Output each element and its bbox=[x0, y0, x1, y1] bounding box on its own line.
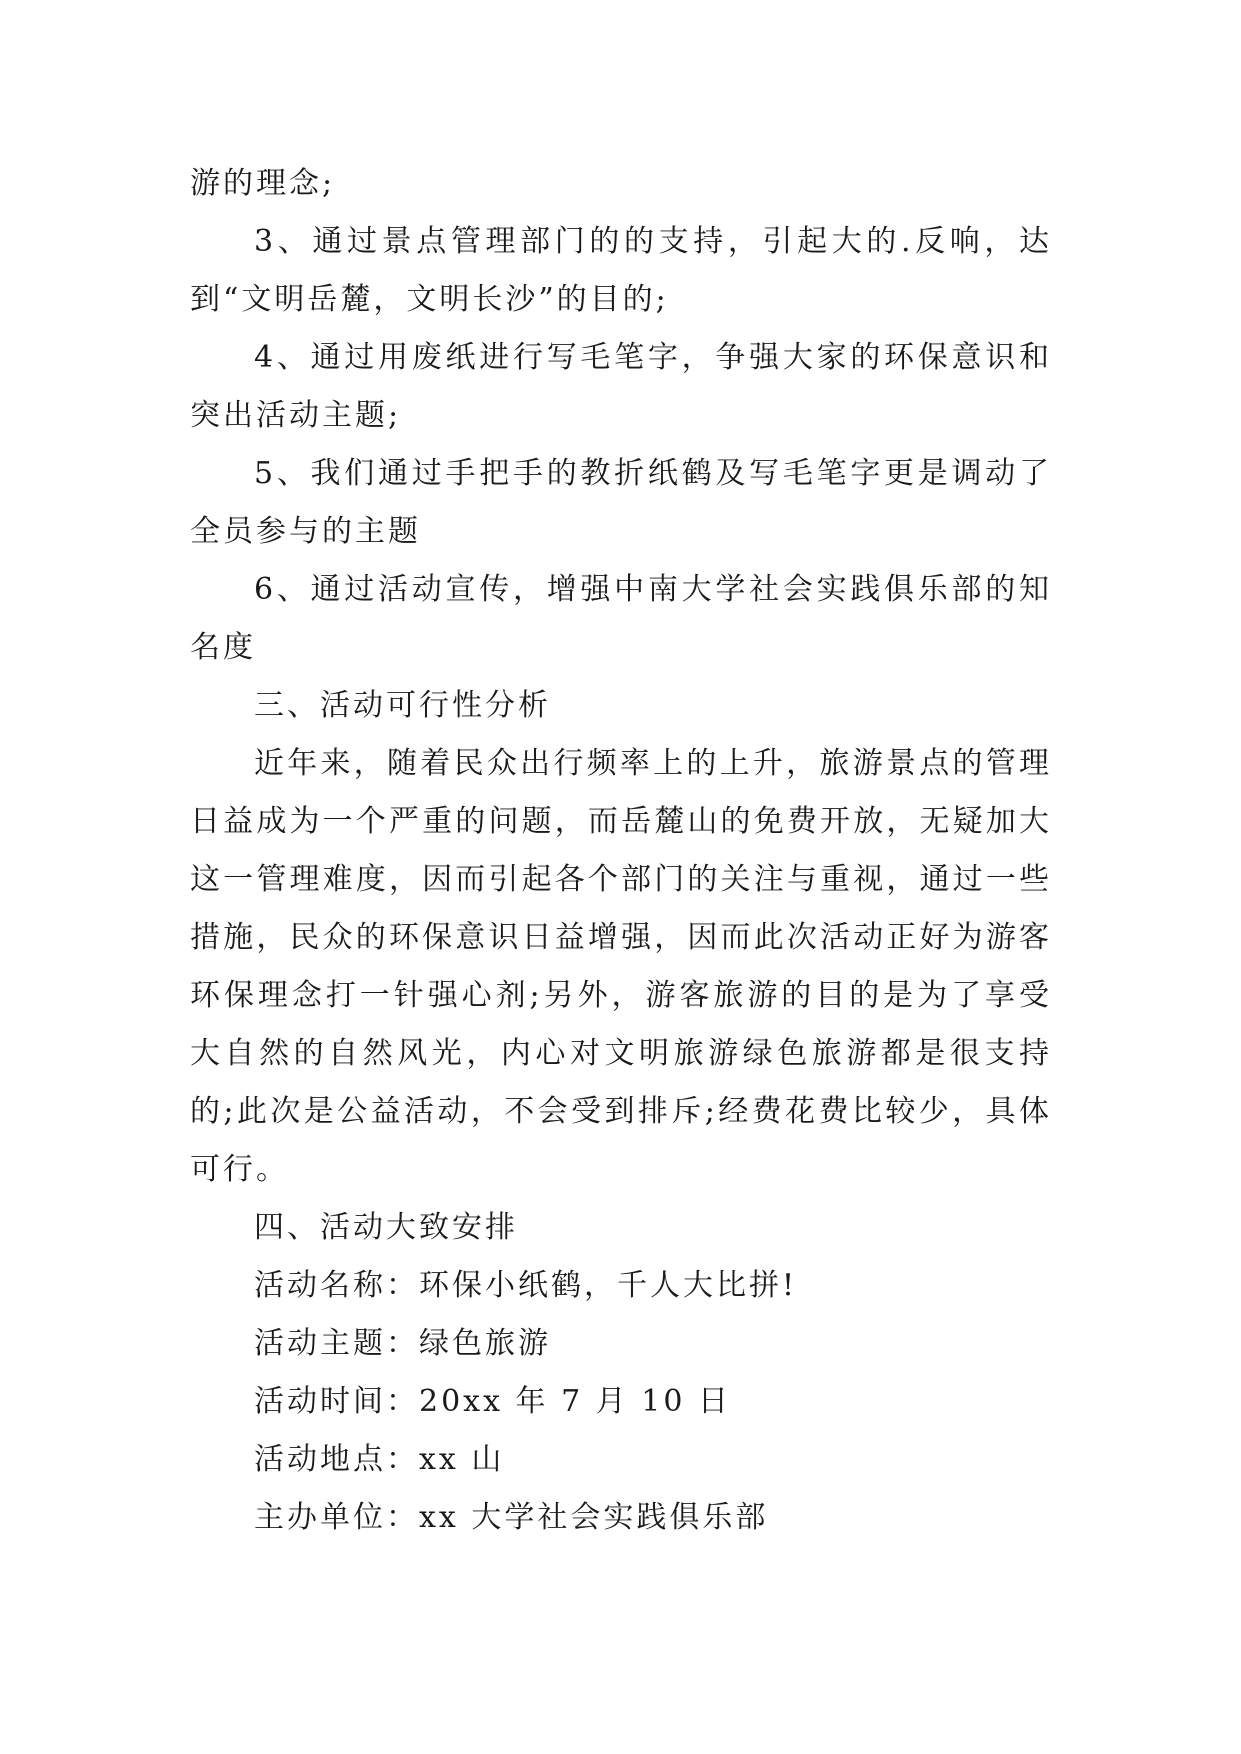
feasibility-paragraph: 近年来，随着民众出行频率上的上升，旅游景点的管理日益成为一个严重的问题，而岳麓山的免费开放，无疑加大这一管理难度，因而引起各个部门的关注与重视，通过一些措施，民众的环保意识日益增强，因而此次活动正好为游客环保理念打一针强心剂;另外，游客旅游的目的是为了享受大自然的自然风光，内心对文明旅游绿色旅游都是很支持的;此次是公益活动，不会受到排斥;经费花费比较少，具体可行。 bbox=[190, 746, 1052, 1187]
document-page bbox=[190, 155, 1052, 1547]
activity-host: 主办单位：xx 大学社会实践俱乐部 bbox=[254, 1500, 769, 1535]
activity-time: 活动时间：20xx 年 7 月 10 日 bbox=[254, 1384, 731, 1419]
paragraph-item-3: 3、通过景点管理部门的的支持，引起大的.反响，达到“文明岳麓，文明长沙”的目的; bbox=[190, 224, 1052, 317]
activity-place: 活动地点：xx 山 bbox=[254, 1442, 505, 1477]
section-heading-3: 三、活动可行性分析 bbox=[254, 688, 551, 723]
activity-name: 活动名称：环保小纸鹤，千人大比拼! bbox=[254, 1268, 798, 1303]
paragraph-item-4: 4、通过用废纸进行写毛笔字，争强大家的环保意识和突出活动主题; bbox=[190, 340, 1052, 433]
paragraph-item-5: 5、我们通过手把手的教折纸鹤及写毛笔字更是调动了全员参与的主题 bbox=[190, 456, 1052, 549]
section-heading-4: 四、活动大致安排 bbox=[254, 1210, 518, 1245]
activity-theme: 活动主题：绿色旅游 bbox=[254, 1326, 551, 1361]
paragraph-item-6: 6、通过活动宣传，增强中南大学社会实践俱乐部的知名度 bbox=[190, 572, 1052, 665]
paragraph-continuation: 游的理念; bbox=[190, 166, 336, 201]
